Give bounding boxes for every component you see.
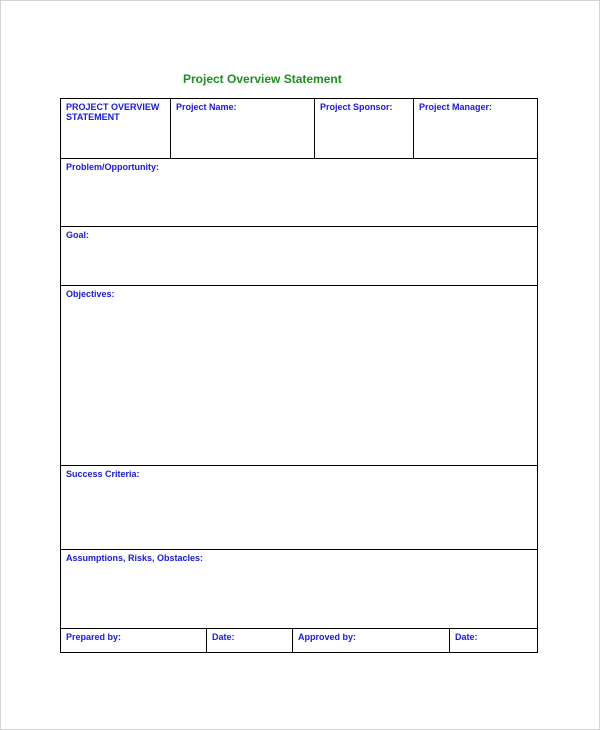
objectives-field[interactable]	[61, 285, 537, 465]
approved-by-label: Approved by:	[298, 632, 357, 642]
project-manager-label: Project Manager:	[419, 102, 493, 112]
assumptions-risks-obstacles-label: Assumptions, Risks, Obstacles:	[66, 553, 204, 563]
goal-label: Goal:	[66, 230, 90, 240]
project-sponsor-label: Project Sponsor:	[320, 102, 393, 112]
document-title: Project Overview Statement	[183, 72, 342, 86]
problem-opportunity-label: Problem/Opportunity:	[66, 162, 159, 172]
project-sponsor-field[interactable]	[314, 99, 413, 158]
prepared-date-field[interactable]	[206, 628, 292, 652]
approved-date-label: Date:	[455, 632, 478, 642]
project-overview-form	[60, 98, 538, 653]
project-name-field[interactable]	[170, 99, 314, 158]
approved-date-field[interactable]	[449, 628, 537, 652]
approved-by-field[interactable]	[292, 628, 449, 652]
prepared-date-label: Date:	[212, 632, 235, 642]
statement-label: PROJECT OVERVIEW STATEMENT	[66, 102, 160, 122]
problem-opportunity-field[interactable]	[61, 158, 537, 226]
success-criteria-label: Success Criteria:	[66, 469, 140, 479]
prepared-by-label: Prepared by:	[66, 632, 122, 642]
project-manager-field[interactable]	[413, 99, 537, 158]
goal-field[interactable]	[61, 226, 537, 285]
project-name-label: Project Name:	[176, 102, 237, 112]
objectives-label: Objectives:	[66, 289, 115, 299]
assumptions-risks-obstacles-field[interactable]	[61, 549, 537, 628]
success-criteria-field[interactable]	[61, 465, 537, 549]
prepared-by-field[interactable]	[61, 628, 206, 652]
statement-label-cell	[61, 99, 170, 158]
